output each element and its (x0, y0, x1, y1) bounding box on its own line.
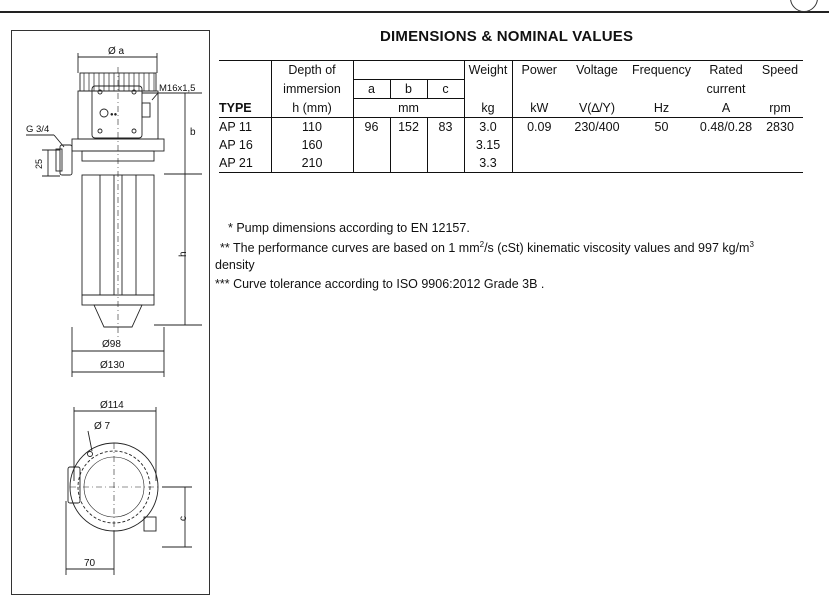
cell-b: 152 (390, 118, 427, 137)
header-kw: kW (512, 99, 566, 118)
header-a-unit: A (721, 100, 731, 115)
cell-b (390, 136, 427, 154)
cell-speed: 2830 (766, 120, 794, 134)
cell-type: AP 21 (219, 156, 253, 170)
table-header-row (219, 80, 803, 99)
note-performance-curves (220, 240, 754, 255)
cell-type: AP 11 (219, 120, 252, 134)
label-phi7: Ø 7 (94, 421, 111, 432)
spec-table (219, 60, 803, 173)
header-frequency: Frequency (631, 63, 692, 78)
cell-h: 160 (271, 136, 353, 154)
pump-drawing-svg (12, 31, 211, 596)
cell-current: 0.48/0.28 (699, 120, 753, 134)
cell-voltage (566, 154, 628, 173)
label-g34: G 3/4 (26, 124, 50, 135)
cell-frequency: 50 (654, 120, 669, 134)
header-h-mm: h (mm) (271, 99, 353, 118)
header-rpm: rpm (769, 100, 791, 115)
page-title: DIMENSIONS & NOMINAL VALUES (380, 28, 634, 45)
label-c: c (178, 516, 189, 521)
cell-frequency (628, 136, 695, 154)
label-b: b (190, 127, 196, 138)
cell-type: AP 16 (219, 138, 253, 152)
note-superscript: 3 (749, 240, 754, 249)
header-hz: Hz (653, 100, 670, 115)
header-v: V(∆/Y) (578, 100, 616, 115)
cell-c: 83 (427, 118, 464, 137)
cell-c (427, 136, 464, 154)
note-text: /s (cSt) kinematic viscosity values and 997 kg/m (484, 241, 750, 256)
cell-weight: 3.3 (464, 154, 512, 173)
header-a: a (353, 80, 390, 99)
cell-power (512, 136, 566, 154)
label-h: h (178, 251, 189, 257)
cell-voltage: 230/400 (574, 120, 620, 134)
label-m16: M16x1,5 (159, 83, 196, 94)
cell-weight: 3.15 (464, 136, 512, 154)
cell-c (427, 154, 464, 173)
label-phi130: Ø130 (100, 360, 125, 371)
table-header-row (219, 61, 803, 80)
table-row (219, 118, 803, 137)
cell-b (390, 154, 427, 173)
note-text: ** The performance curves are based on 1 mm (220, 241, 480, 256)
header-speed: Speed (761, 63, 799, 78)
cell-a (353, 154, 390, 173)
label-phi-a: Ø a (108, 46, 125, 57)
header-b: b (390, 80, 427, 99)
header-current: current (706, 82, 746, 96)
header-weight: Weight (464, 61, 512, 80)
note-superscript: 2 (479, 240, 485, 249)
mounting-hole (88, 452, 93, 457)
cell-a: 96 (353, 118, 390, 137)
header-rated: Rated (709, 63, 743, 78)
header-immersion: immersion (271, 80, 353, 99)
header-rule (0, 11, 829, 13)
table-row (219, 136, 803, 154)
cell-power (512, 154, 566, 173)
table-header-row (219, 99, 803, 118)
cell-speed (757, 154, 803, 173)
cell-a (353, 136, 390, 154)
cell-voltage (566, 136, 628, 154)
cell-weight: 3.0 (464, 118, 512, 137)
cell-power: 0.09 (512, 118, 566, 137)
header-power: Power (512, 61, 566, 80)
header-mm: mm (353, 99, 464, 118)
header-type: TYPE (219, 100, 252, 115)
note-density: density (215, 258, 255, 272)
cell-h: 210 (271, 154, 353, 173)
svg-text:●●: ●● (110, 112, 118, 118)
label-phi98: Ø98 (102, 339, 121, 350)
note-curve-tolerance: *** Curve tolerance according to ISO 9906:2012 Grade 3B . (215, 277, 545, 291)
label-70: 70 (84, 558, 96, 569)
header-depth: Depth of (271, 61, 353, 80)
header-voltage: Voltage (576, 63, 618, 78)
label-phi114: Ø114 (100, 400, 124, 411)
cell-h: 110 (271, 118, 353, 137)
label-25: 25 (34, 158, 44, 169)
header-c: c (427, 80, 464, 99)
table-row (219, 154, 803, 173)
header-kg: kg (464, 99, 512, 118)
cell-frequency (628, 154, 695, 173)
technical-drawing (11, 30, 210, 595)
note-pump-dimensions: * Pump dimensions according to EN 12157. (228, 221, 470, 235)
brand-logo-icon-small (100, 109, 108, 117)
cell-current (695, 136, 757, 154)
cell-speed (757, 136, 803, 154)
cell-current (695, 154, 757, 173)
